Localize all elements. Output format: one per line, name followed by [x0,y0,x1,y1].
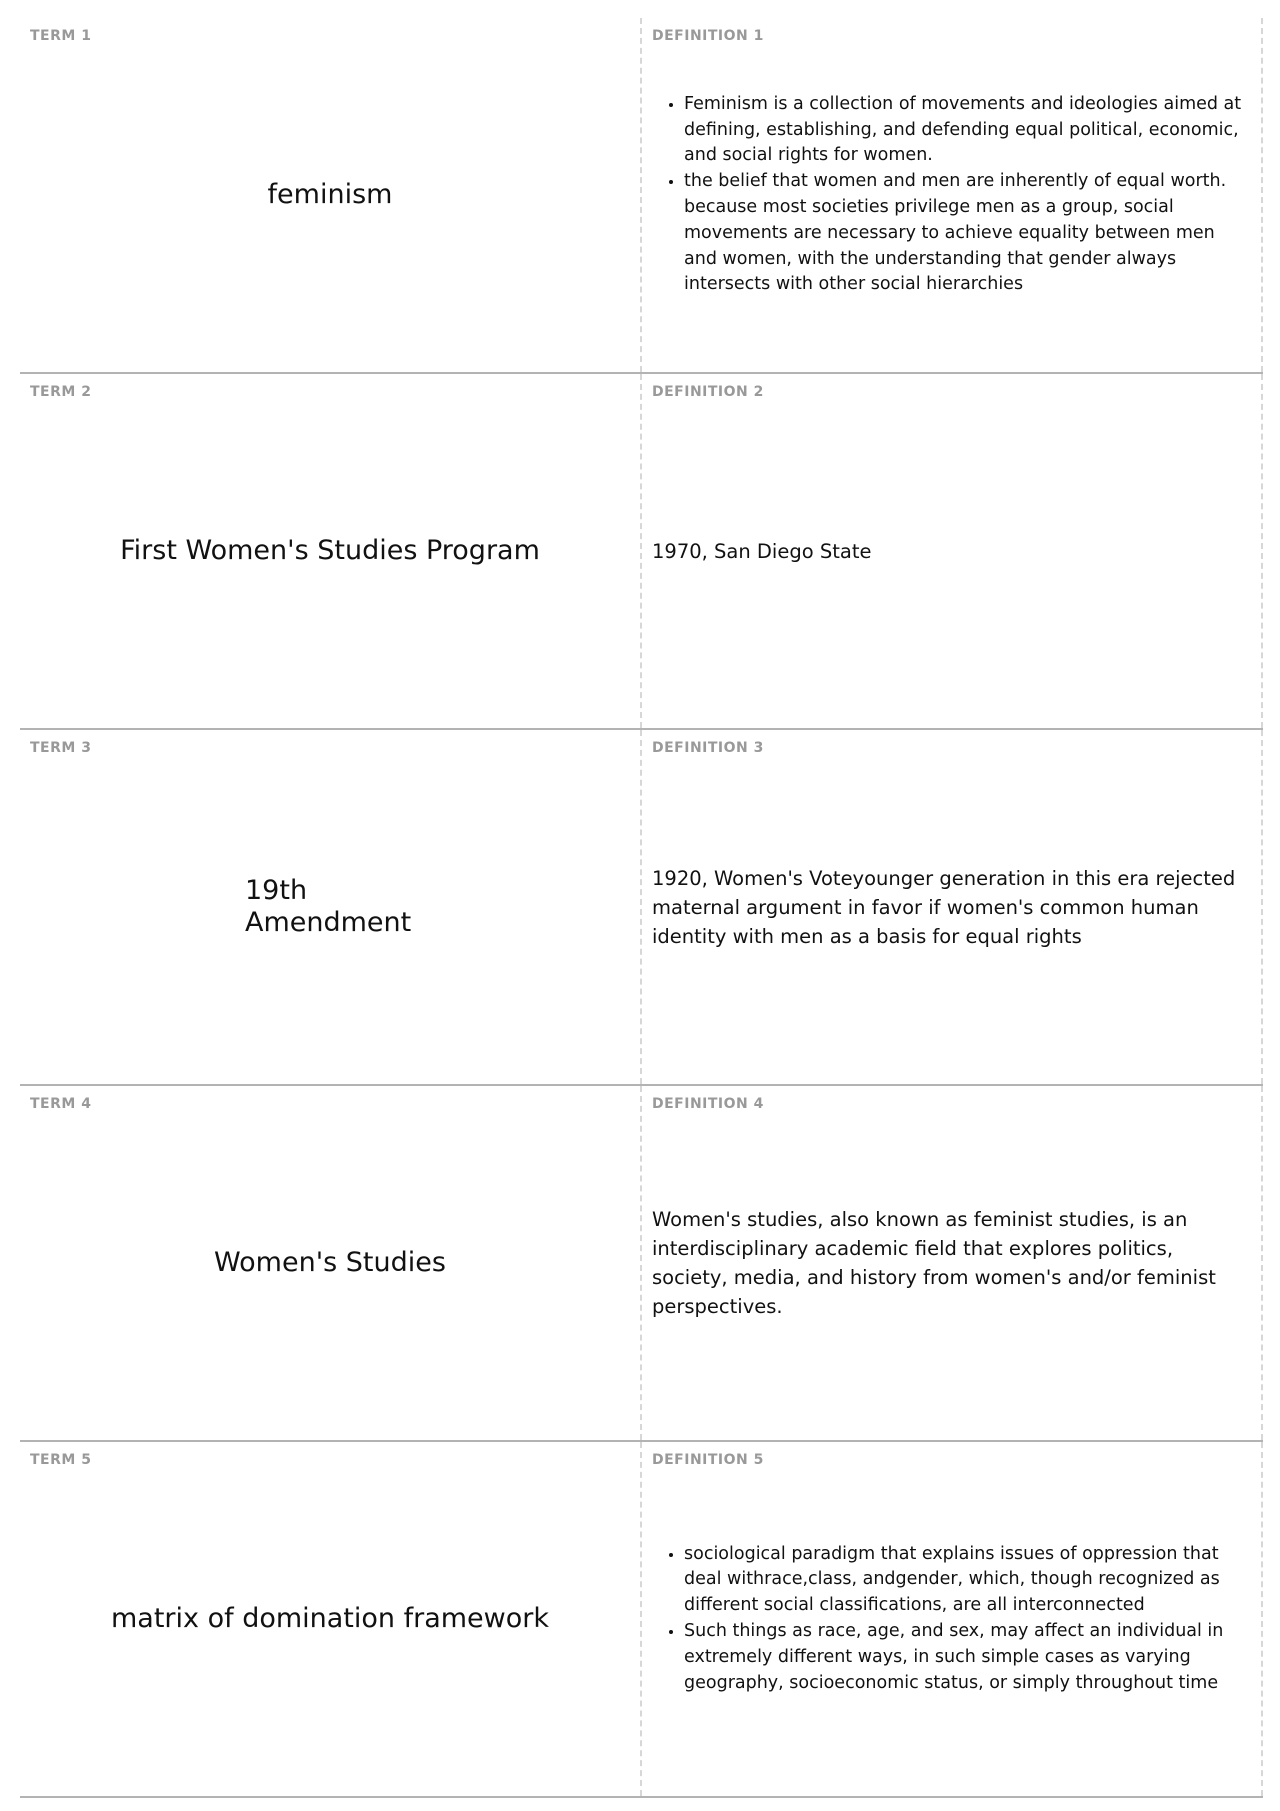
term-label: TERM 5 [30,1452,92,1468]
definition-cell [642,730,1263,1084]
term-label: TERM 4 [30,1096,92,1112]
definition-cell [642,1086,1263,1440]
definition-label: DEFINITION 2 [652,384,764,400]
definition-label: DEFINITION 4 [652,1096,764,1112]
term-text: Women's Studies [214,1246,446,1278]
definition-text: 1970, San Diego State [652,539,872,563]
term-text: feminism [267,178,393,210]
definition-list [652,92,1251,298]
definition-cell [642,374,1263,728]
definition-label: DEFINITION 5 [652,1452,764,1468]
flashcard-row [20,730,1263,1086]
definition-item: • Such things as race, age, and sex, may affect an individual in extremely different ways, in such simple cases as varying geography, socioeconomic status, or simply throughout time [684,1619,1251,1696]
definition-item: • Feminism is a collection of movements and ideologies aimed at defining, establishing, and defending equal political, economic, and social rights for women. [684,92,1251,169]
term-label: TERM 1 [30,28,92,44]
term-cell [20,18,642,372]
term-cell [20,730,642,1084]
flashcard-sheet [20,18,1263,1798]
definition-label: DEFINITION 3 [652,740,764,756]
definition-text: Women's studies, also known as feminist studies, is an interdisciplinary academic field that explores politics, society, media, and history from women's and/or feminist perspectives. [652,1208,1216,1318]
flashcard-row [20,374,1263,730]
term-text: First Women's Studies Program [120,534,540,566]
definition-label: DEFINITION 1 [652,28,764,44]
term-label: TERM 2 [30,384,92,400]
definition-item: • the belief that women and men are inherently of equal worth. because most societies privilege men as a group, social movements are necessary to achieve equality between men and women, with the understanding that gender always intersects with other social hierarchies [684,169,1251,298]
definition-list [652,1542,1251,1697]
flashcard-row [20,1086,1263,1442]
term-cell [20,374,642,728]
term-cell [20,1442,642,1796]
term-cell [20,1086,642,1440]
definition-cell [642,18,1263,372]
flashcard-row [20,1442,1263,1798]
definition-item: • sociological paradigm that explains issues of oppression that deal withrace,class, andgender, which, though recognized as different social classifications, are all interconnected [684,1542,1251,1619]
term-text: 19th Amendment [245,874,412,938]
definition-cell [642,1442,1263,1796]
term-text: matrix of domination framework [110,1602,550,1634]
definition-text: 1920, Women's Voteyounger generation in this era rejected maternal argument in favor if women's common human identity with men as a basis for equal rights [652,866,1236,948]
term-label: TERM 3 [30,740,92,756]
flashcard-row [20,18,1263,374]
